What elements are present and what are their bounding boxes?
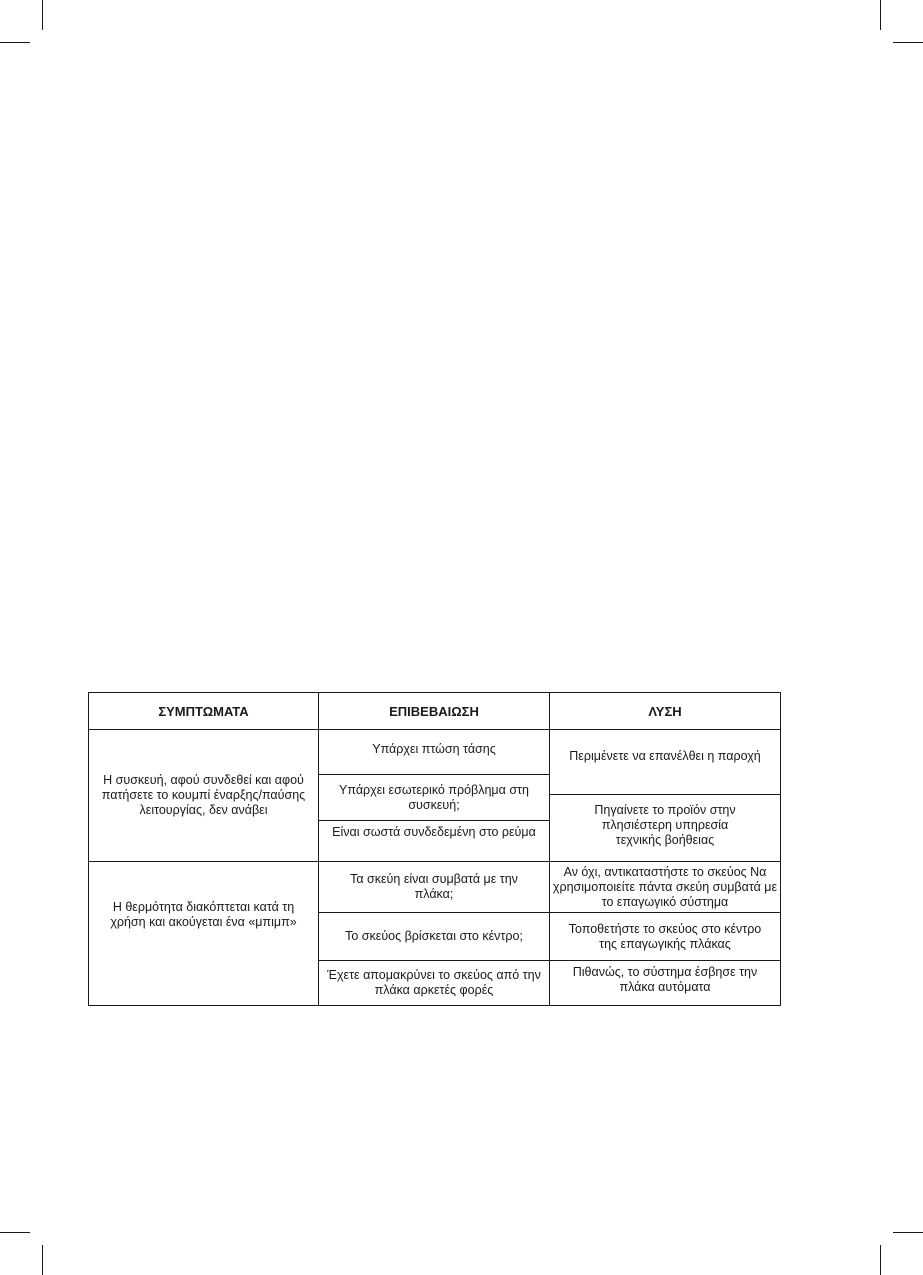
crop-mark [893, 1232, 923, 1233]
table-border [780, 692, 781, 1006]
check-internal-problem: Υπάρχει εσωτερικό πρόβλημα στη συσκευή; [339, 782, 529, 812]
solution-wait-power: Περιμένετε να επανέλθει η παροχή [569, 748, 761, 763]
solution-technical-service: Πηγαίνετε το προϊόν στην πλησιέστερη υπηρεσία τεχνικής βοήθειας [594, 802, 736, 847]
crop-mark [0, 1232, 30, 1233]
check-cookware-removed: Έχετε απομακρύνει το σκεύος από την πλάκα αρκετές φορές [327, 968, 541, 997]
crop-mark [42, 0, 43, 30]
solution-center-cookware: Τοποθετήστε το σκεύος στο κέντρο της επαγωγικής πλάκας [568, 921, 762, 951]
crop-mark [42, 1245, 43, 1275]
header-verification: ΕΠΙΒΕΒΑΙΩΣΗ [389, 703, 479, 719]
symptom-heat-interrupts: Η θερμότητα διακόπτεται κατά τη χρήση και ακούγεται ένα «μπιμπ» [110, 900, 297, 929]
check-connected: Είναι σωστά συνδεδεμένη στο ρεύμα [332, 824, 536, 839]
check-voltage-drop: Υπάρχει πτώση τάσης [372, 741, 496, 756]
header-symptoms: ΣΥΜΠΤΩΜΑΤΑ [158, 703, 249, 719]
solution-auto-off: Πιθανώς, το σύστημα έσβησε την πλάκα αυτόματα [572, 965, 758, 994]
symptom-no-power-on: Η συσκευή, αφού συνδεθεί και αφού πατήσετε το κουμπί έναρξης/παύσης λειτουργίας, δεν ανάβει [101, 773, 306, 817]
crop-mark [880, 1245, 881, 1275]
check-cookware-compatible: Τα σκεύη είναι συμβατά με την πλάκα; [350, 872, 518, 901]
check-cookware-centered: Το σκεύος βρίσκεται στο κέντρο; [345, 929, 523, 943]
solution-replace-cookware: Αν όχι, αντικαταστήστε το σκεύος Να χρησιμοποιείτε πάντα σκεύη συμβατά με το επαγωγικό σύστημα [552, 864, 778, 909]
crop-mark [0, 42, 30, 43]
crop-mark [893, 42, 923, 43]
crop-mark [880, 0, 881, 30]
header-solution: ΛΥΣΗ [648, 703, 682, 719]
table-border [88, 1005, 781, 1006]
